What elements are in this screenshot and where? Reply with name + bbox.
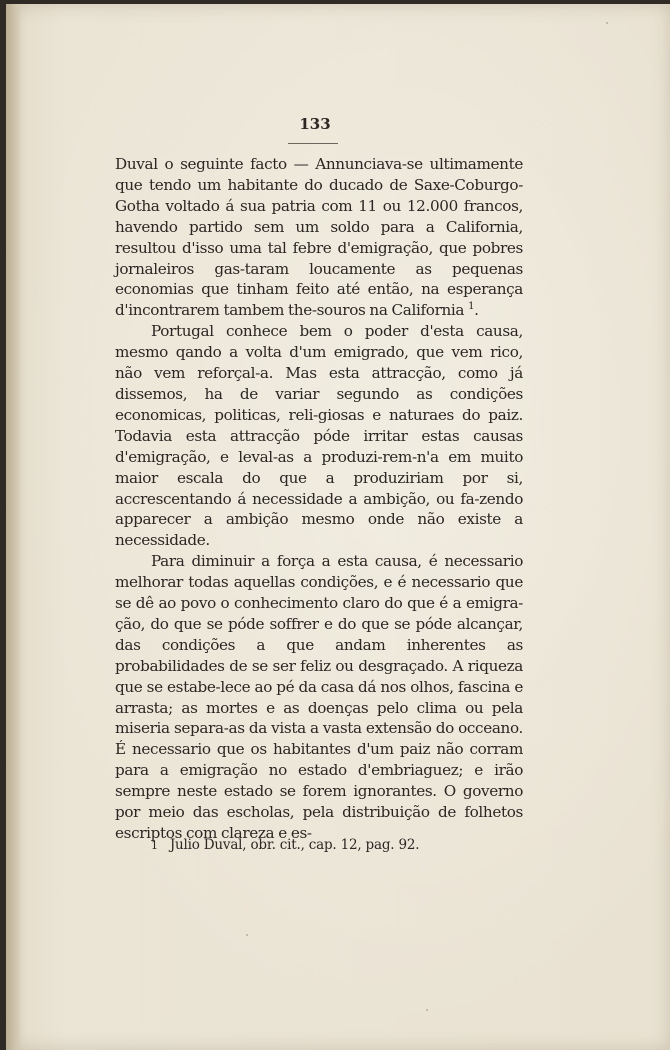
paper-speck — [246, 934, 248, 936]
page-binding-edge — [6, 4, 22, 1050]
footnote-reference[interactable]: 1 — [468, 301, 475, 313]
paragraph-3: Para diminuir a força a esta causa, é necessario melhorar todas aquellas condições, e é necessario que se dê ao povo o conhecimento claro do que é a emigra-ção, do que se póde soffrer e do que se póde alcançar, das condições a que andam inherentes as probabilidades de se ser feliz ou desgraçado. A riqueza que se estabe-lece ao pé da casa dá nos olhos, fascina e arrasta; as mortes e as doenças pelo clima ou pela miseria separa-as da vista a vasta extensão do occeano. É necessario que os habitantes d'um paiz não corram para a emigração no estado d'embriaguez; e irão sempre neste estado se forem ignorantes. O governo por meio das escholas, pela distribuição de folhetos escriptos com clareza e es- — [115, 552, 523, 842]
paper-speck — [606, 22, 608, 24]
paragraph-2: Portugal conhece bem o poder d'esta causa, mesmo qando a volta d'um emigrado, que vem rico, não vem reforçal-a. Mas esta attracção, como já dissemos, ha de variar segundo as condições economicas, politicas, reli-giosas e naturaes do paiz. Todavia esta attracção póde irritar estas causas d'emigração, e leval-as a produzi-rem-n'a em muito maior escala do que a produziriam por si, accrescentando á necessidade a ambição, ou fa-zendo apparecer a ambição mesmo onde não existe a necessidade. — [115, 322, 523, 550]
paragraph-1-tail: . — [474, 301, 479, 320]
page-number-rule — [288, 143, 338, 144]
footnote — [151, 836, 531, 855]
footnote-mark: 1 — [151, 839, 158, 852]
footnote-text: Julio Duval, obr. cit., cap. 12, pag. 92. — [169, 837, 420, 853]
paragraph-1 — [115, 154, 523, 321]
book-page — [6, 4, 670, 1050]
paper-speck — [426, 1009, 428, 1011]
paragraph-1-text: Duval o seguinte facto — Annunciava-se ultimamente que tendo um habitante do ducado de Saxe-Coburgo-Gotha voltado á sua patria com 11 ou 12.000 francos, havendo partido sem um soldo para a California, resultou d'isso uma tal febre d'emigração, que pobres jornaleiros gas-taram loucamente as pequenas economias que tinham feito até então, na esperança d'incontrarem tambem the-souros na California — [115, 155, 523, 320]
main-text-block — [115, 114, 523, 844]
page-number: 133 — [299, 115, 331, 133]
